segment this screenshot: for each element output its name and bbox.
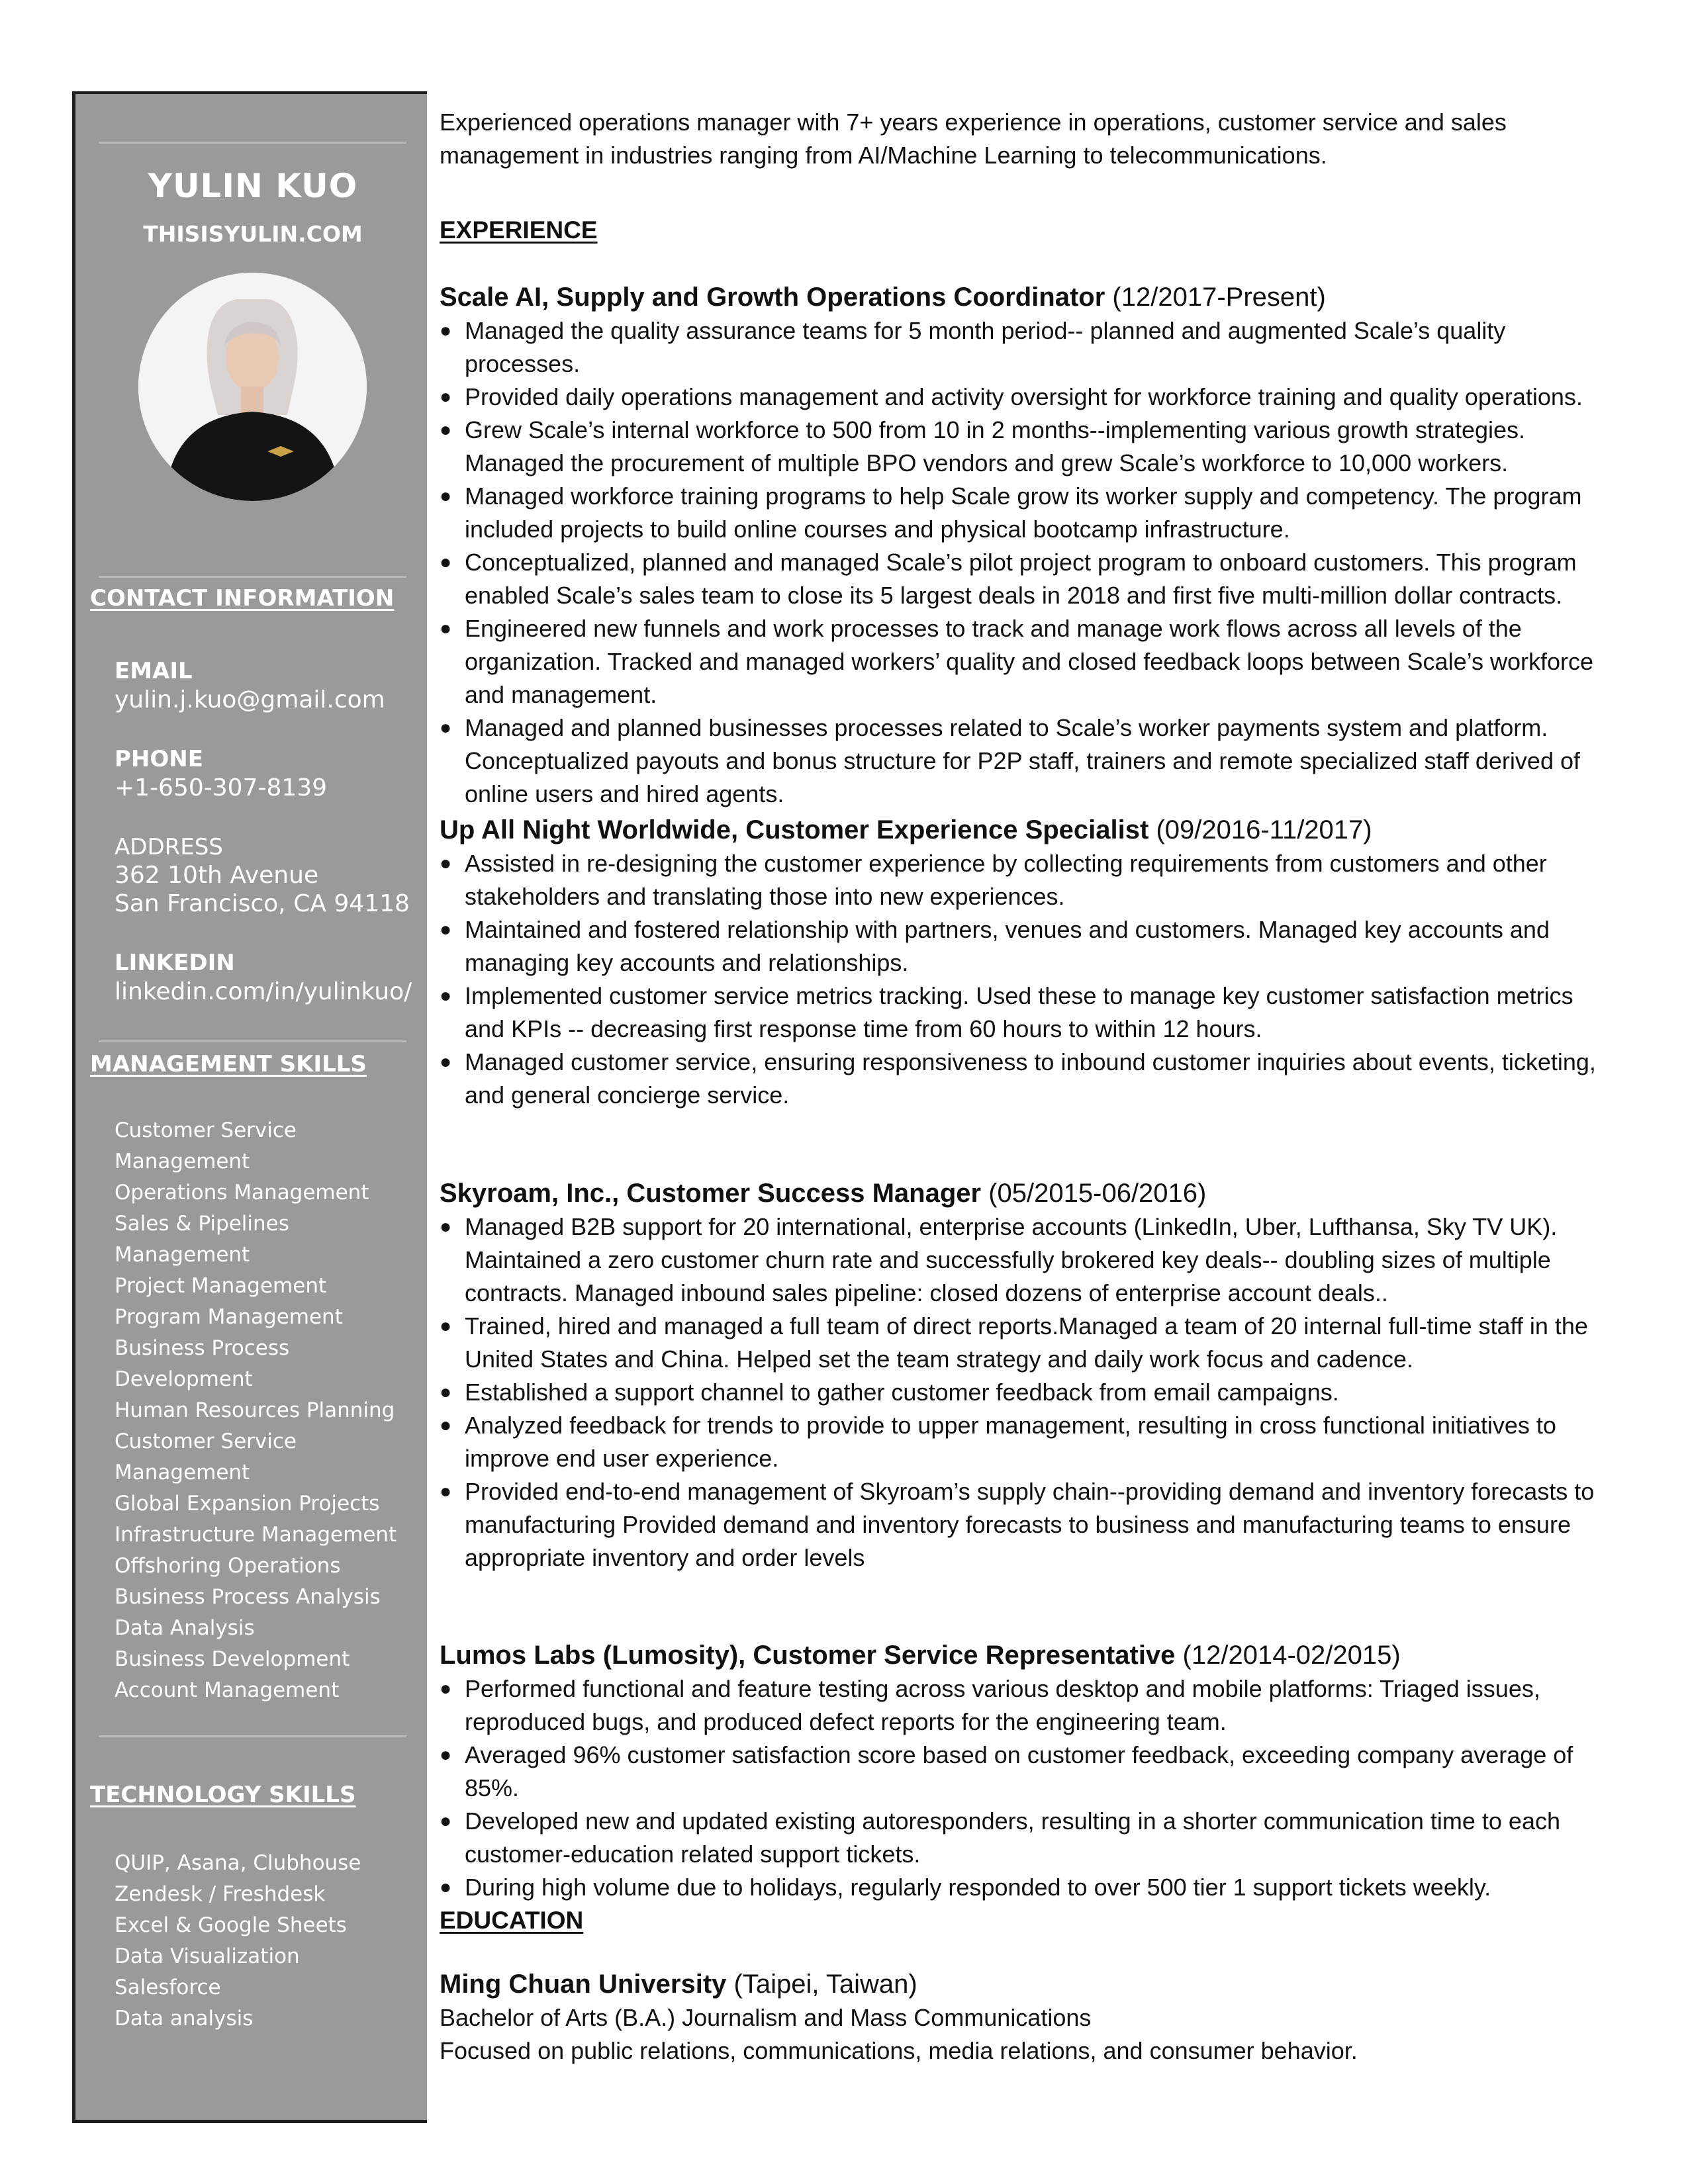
bullet-item: ● Assisted in re-designing the customer experience by collecting requirements from customers and other stakeholders and translating those into new experiences. (440, 847, 1605, 913)
skill-item: Program Management (115, 1305, 343, 1329)
education-heading: EDUCATION (440, 1907, 584, 1934)
bullet-item: ● Trained, hired and managed a full team of direct reports.Managed a team of 20 internal full-time staff in the United States and China. Helped set the team strategy and daily work focus and cadence. (440, 1310, 1605, 1376)
divider (99, 142, 406, 144)
address-label: ADDRESS (115, 834, 223, 860)
job-dates: (09/2016-11/2017) (1149, 815, 1372, 844)
job-entry (440, 280, 1605, 811)
job-dates: (12/2017-Present) (1105, 283, 1326, 312)
bullet-item: ● Provided end-to-end management of Skyroam’s supply chain--providing demand and inventory forecasts to manufacturing Provided demand and inventory forecasts to business and manufacturing teams to ensure appropriate inventory and order levels (440, 1475, 1605, 1574)
school-location: (Taipei, Taiwan) (726, 1970, 917, 1999)
bullet-item: ● Developed new and updated existing autoresponders, resulting in a shorter communication time to each customer-education related support tickets. (440, 1805, 1605, 1871)
bullet-item: ● Provided daily operations management and activity oversight for workforce training and quality operations. (440, 381, 1605, 414)
job-entry (440, 813, 1605, 1112)
personal-website[interactable]: THISISYULIN.COM (143, 221, 363, 247)
bullet-item: ● Conceptualized, planned and managed Scale’s pilot project program to onboard customers. This program enabled Scale’s sales team to close its 5 largest deals in 2018 and first five multi-million dollar contracts. (440, 546, 1605, 612)
address-line: San Francisco, CA 94118 (115, 890, 410, 917)
contact-heading: CONTACT INFORMATION (90, 585, 395, 612)
bullet-item: ● Managed and planned businesses processes related to Scale’s worker payments system and platform. Conceptualized payouts and bonus structure for P2P staff, trainers and remote specialized staff derived of online users and hired agents. (440, 711, 1605, 811)
skill-item: Zendesk / Freshdesk (115, 1882, 326, 1906)
job-dates: (12/2014-02/2015) (1175, 1641, 1401, 1670)
bullet-item: ● Managed workforce training programs to help Scale grow its worker supply and competency. The program included projects to build online courses and physical bootcamp infrastructure. (440, 480, 1605, 546)
address-line: 362 10th Avenue (115, 862, 319, 889)
job-entry (440, 1638, 1605, 1904)
skill-item: Management (115, 1150, 250, 1173)
skill-item: Business Development (115, 1647, 350, 1671)
job-bullets (440, 1210, 1605, 1574)
bullet-item: ● Performed functional and feature testing across various desktop and mobile platforms: Triaged issues, reproduced bugs, and produced defect reports for the engineering team. (440, 1672, 1605, 1739)
skill-item: Customer Service (115, 1430, 297, 1453)
person-name: YULIN KUO (148, 167, 358, 205)
skill-item: Human Resources Planning (115, 1398, 395, 1422)
management-skills-heading: MANAGEMENT SKILLS (90, 1051, 367, 1077)
education-title (440, 1967, 1605, 2001)
job-title (440, 813, 1605, 847)
bullet-item: ● Averaged 96% customer satisfaction score based on customer feedback, exceeding company average of 85%. (440, 1739, 1605, 1805)
bullet-item: ● Maintained and fostered relationship with partners, venues and customers. Managed key accounts and managing key accounts and relationships. (440, 913, 1605, 979)
sidebar (72, 91, 427, 2123)
linkedin-link[interactable]: linkedin.com/in/yulinkuo/ (115, 978, 412, 1005)
job-title (440, 1176, 1605, 1210)
degree: Bachelor of Arts (B.A.) Journalism and Mass Communications (440, 2004, 1092, 2031)
bullet-item: ● Implemented customer service metrics tracking. Used these to manage key customer satisfaction metrics and KPIs -- decreasing first response time from 60 hours to within 12 hours. (440, 979, 1605, 1046)
skill-item: Project Management (115, 1274, 327, 1298)
divider (99, 1040, 406, 1042)
linkedin-label: LINKEDIN (115, 950, 235, 976)
skill-item: Salesforce (115, 1976, 221, 1999)
phone-number[interactable]: +1-650-307-8139 (115, 774, 328, 801)
bullet-item: ● Established a support channel to gather customer feedback from email campaigns. (440, 1376, 1605, 1409)
skill-item: Excel & Google Sheets (115, 1913, 347, 1937)
divider (99, 1735, 406, 1737)
job-title (440, 1638, 1605, 1672)
job-company-role: Skyroam, Inc., Customer Success Manager (440, 1179, 982, 1208)
email-label: EMAIL (115, 658, 193, 684)
divider (99, 576, 406, 578)
job-title (440, 280, 1605, 314)
bullet-item: ● Analyzed feedback for trends to provide to upper management, resulting in cross functional initiatives to improve end user experience. (440, 1409, 1605, 1475)
skill-item: Account Management (115, 1678, 340, 1702)
summary: Experienced operations manager with 7+ years experience in operations, customer service and sales management in industries ranging from AI/Machine Learning to telecommunications. (440, 109, 1507, 169)
job-dates: (05/2015-06/2016) (981, 1179, 1207, 1208)
skill-item: Data Visualization (115, 1944, 300, 1968)
education-entry (440, 1967, 1605, 2068)
job-company-role: Lumos Labs (Lumosity), Customer Service Representative (440, 1641, 1176, 1670)
management-skills-list (115, 1115, 397, 1706)
skill-item: Management (115, 1243, 250, 1267)
skill-item: Operations Management (115, 1181, 369, 1205)
phone-label: PHONE (115, 746, 203, 772)
skill-item: Data Analysis (115, 1616, 255, 1640)
skill-item: Business Process Analysis (115, 1585, 381, 1609)
skill-item: Management (115, 1461, 250, 1484)
skill-item: Data analysis (115, 2007, 254, 2030)
skill-item: Customer Service (115, 1118, 297, 1142)
skill-item: Infrastructure Management (115, 1523, 397, 1547)
experience-heading: EXPERIENCE (440, 216, 598, 244)
skill-item: Offshoring Operations (115, 1554, 341, 1578)
job-bullets (440, 314, 1605, 811)
job-company-role: Scale AI, Supply and Growth Operations Coordinator (440, 283, 1105, 312)
job-entry (440, 1176, 1605, 1574)
technology-skills-heading: TECHNOLOGY SKILLS (90, 1782, 356, 1808)
bullet-item: ● Managed B2B support for 20 international, enterprise accounts (LinkedIn, Uber, Lufthansa, Sky TV UK). Maintained a zero customer churn rate and successfully brokered key deals-- doubling sizes of multiple contracts. Managed inbound sales pipeline: closed dozens of enterprise account deals.. (440, 1210, 1605, 1310)
bullet-item: ● Grew Scale’s internal workforce to 500 from 10 in 2 months--implementing various growth strategies. Managed the procurement of multiple BPO vendors and grew Scale’s workforce to 10,000 workers. (440, 414, 1605, 480)
portrait-photo (138, 273, 367, 501)
job-company-role: Up All Night Worldwide, Customer Experience Specialist (440, 815, 1149, 844)
technology-skills-list (115, 1848, 361, 2034)
bullet-item: ● Managed the quality assurance teams for 5 month period-- planned and augmented Scale’s quality processes. (440, 314, 1605, 381)
skill-item: Development (115, 1367, 253, 1391)
job-bullets (440, 1672, 1605, 1904)
education-focus: Focused on public relations, communications, media relations, and consumer behavior. (440, 2037, 1358, 2064)
skill-item: Global Expansion Projects (115, 1492, 380, 1516)
bullet-item: ● Engineered new funnels and work processes to track and manage work flows across all levels of the organization. Tracked and managed workers’ quality and closed feedback loops between Scale’s workforce and management. (440, 612, 1605, 711)
job-bullets (440, 847, 1605, 1112)
avatar (138, 273, 367, 501)
bullet-item: ● During high volume due to holidays, regularly responded to over 500 tier 1 support tickets weekly. (440, 1871, 1605, 1904)
bullet-item: ● Managed customer service, ensuring responsiveness to inbound customer inquiries about events, ticketing, and general concierge service. (440, 1046, 1605, 1112)
skill-item: Sales & Pipelines (115, 1212, 289, 1236)
skill-item: QUIP, Asana, Clubhouse (115, 1851, 361, 1875)
school-name: Ming Chuan University (440, 1970, 727, 1999)
email-link[interactable]: yulin.j.kuo@gmail.com (115, 686, 385, 713)
skill-item: Business Process (115, 1336, 290, 1360)
